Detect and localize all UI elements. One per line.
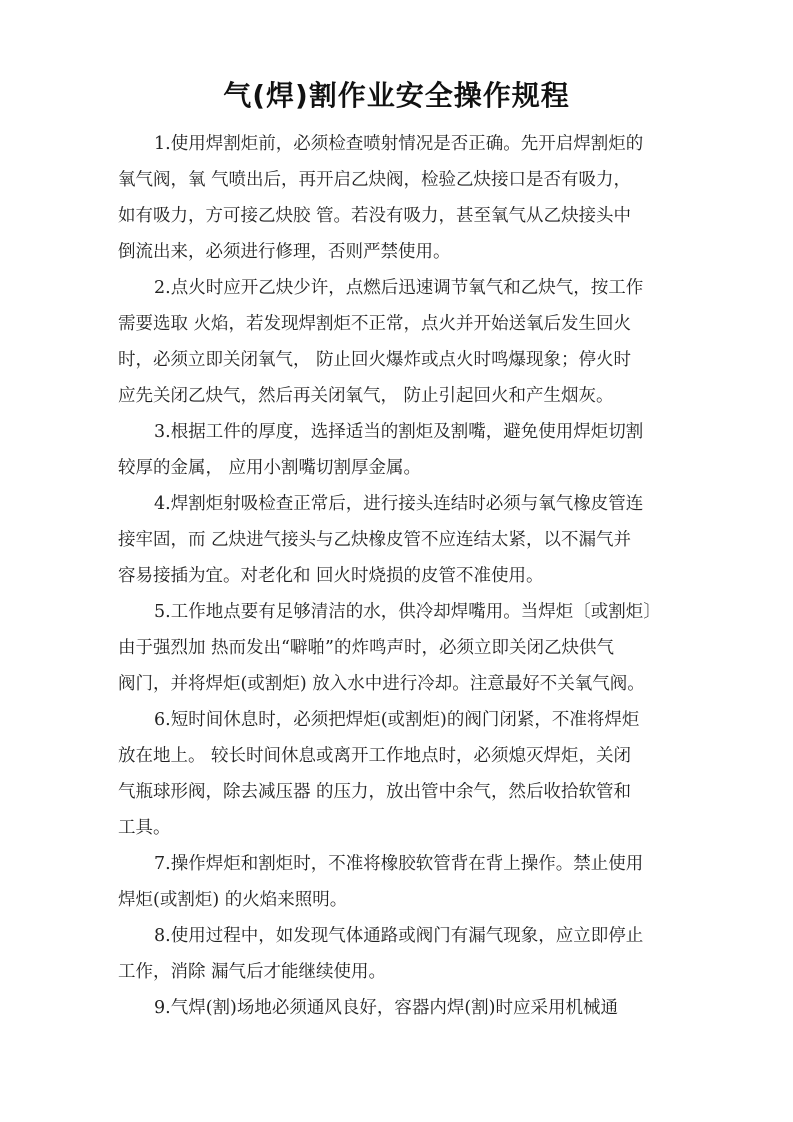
text-line: 放在地上。 较长时间休息或离开工作地点时，必须熄灭焊炬，关闭 (118, 746, 632, 766)
text-line: 4.焊割炬射吸检查正常后，进行接头连结时必须与氧气橡皮管连 (154, 494, 644, 514)
text-line: 时，必须立即关闭氧气， 防止回火爆炸或点火时鸣爆现象；停火时 (118, 350, 632, 370)
paragraph-item-5 (118, 594, 674, 702)
text-line: 倒流出来，必须进行修理，否则严禁使用。 (118, 242, 451, 262)
paragraph-item-3 (118, 414, 674, 486)
text-line: 应先关闭乙炔气，然后再关闭氧气， 防止引起回火和产生烟灰。 (118, 386, 614, 406)
text-line: 工作，消除 漏气后才能继续使用。 (118, 962, 387, 982)
text-line: 1.使用焊割炬前，必须检查喷射情况是否正确。先开启焊割炬的 (154, 134, 644, 154)
text-line: 氧气阀，氧 气喷出后，再开启乙炔阀，检验乙炔接口是否有吸力， (118, 170, 632, 190)
text-line: 7.操作焊炬和割炬时，不准将橡胶软管背在背上操作。禁止使用 (154, 854, 644, 874)
text-line: 5.工作地点要有足够清洁的水，供冷却焊嘴用。当焊炬〔或割炬〕 (154, 602, 661, 622)
text-line: 阀门，并将焊炬(或割炬) 放入水中进行冷却。注意最好不关氧气阀。 (118, 674, 645, 694)
text-line: 气瓶球形阀，除去减压器 的压力，放出管中余气，然后收拾软管和 (118, 782, 632, 802)
text-line: 6.短时间休息时，必须把焊炬(或割炬)的阀门闭紧，不准将焊炬 (154, 710, 640, 730)
text-line: 焊炬(或割炬) 的火焰来照明。 (118, 890, 348, 910)
text-line: 接牢固，而 乙炔进气接头与乙炔橡皮管不应连结太紧，以不漏气并 (118, 530, 632, 550)
text-line: 8.使用过程中，如发现气体通路或阀门有漏气现象，应立即停止 (154, 926, 644, 946)
text-line: 容易接插为宜。对老化和 回火时烧损的皮管不准使用。 (118, 566, 544, 586)
text-line: 需要选取 火焰，若发现焊割炬不正常，点火并开始送氧后发生回火 (118, 314, 632, 334)
text-line: 3.根据工件的厚度，选择适当的割炬及割嘴，避免使用焊炬切割 (154, 422, 644, 442)
text-line: 如有吸力，方可接乙炔胶 管。若没有吸力，甚至氧气从乙炔接头中 (118, 206, 632, 226)
text-line: 9.气焊(割)场地必须通风良好，容器内焊(割)时应采用机械通 (154, 998, 619, 1018)
text-line: 工具。 (118, 818, 171, 838)
text-line: 由于强烈加 热而发出“噼啪”的炸鸣声时，必须立即关闭乙炔供气 (118, 638, 614, 658)
text-line: 2.点火时应开乙炔少许，点燃后迅速调节氧气和乙炔气，按工作 (154, 278, 644, 298)
document-body (118, 126, 674, 1026)
paragraph-item-9 (118, 990, 674, 1026)
text-line: 较厚的金属， 应用小割嘴切割厚金属。 (118, 458, 422, 478)
paragraph-item-7 (118, 846, 674, 918)
paragraph-item-6 (118, 702, 674, 846)
paragraph-item-8 (118, 918, 674, 990)
paragraph-item-2 (118, 270, 674, 414)
paragraph-item-4 (118, 486, 674, 594)
document-title: 气(焊)割作业安全操作规程 (223, 79, 570, 112)
paragraph-item-1 (118, 126, 674, 270)
